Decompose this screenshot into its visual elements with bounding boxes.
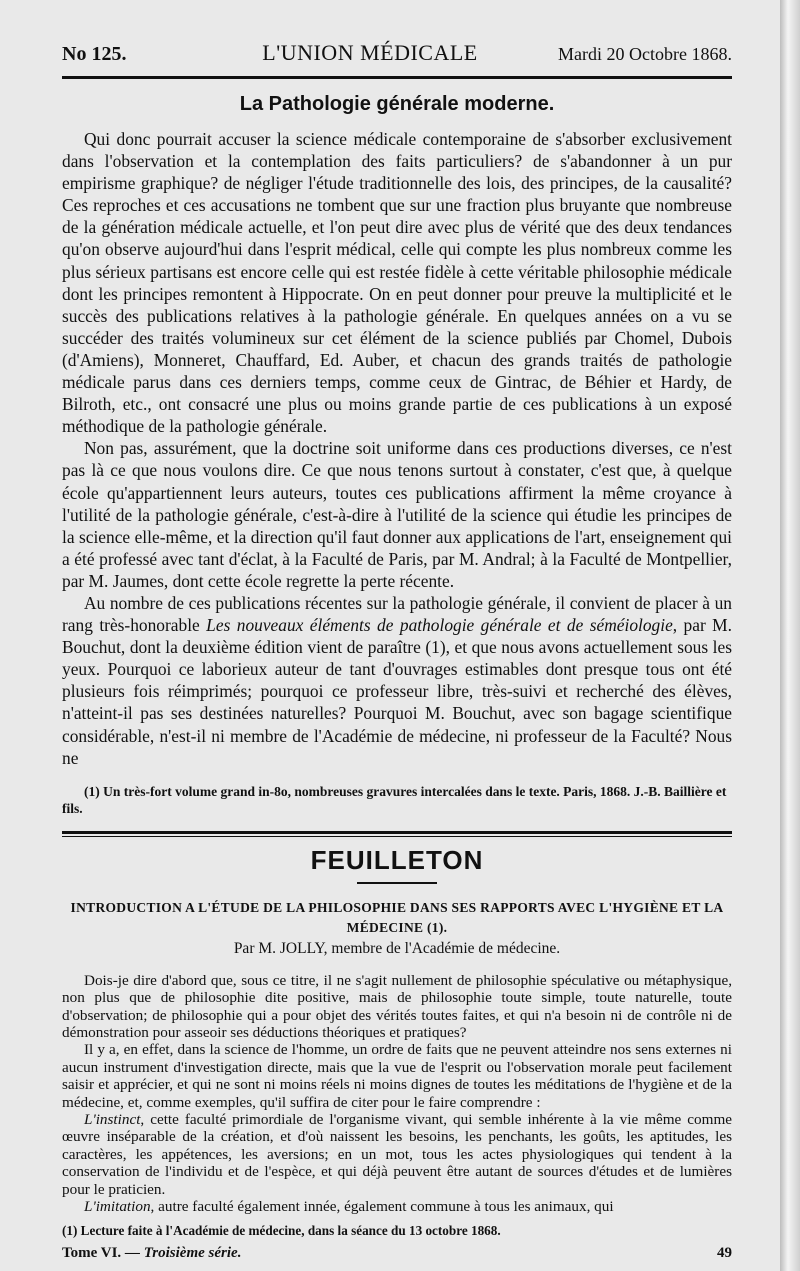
journal-title: L'UNION MÉDICALE: [262, 40, 478, 65]
issue-number: No 125.: [62, 43, 127, 65]
page-edge: [780, 0, 800, 1271]
page-content: [62, 40, 732, 1262]
text-run: Au nombre de ces publications récentes sur la pathologie générale, il convient de placer à un rang très-honorable: [62, 592, 732, 636]
running-header: [62, 40, 732, 72]
feuilleton-paragraph: Dois-je dire d'abord que, sous ce titre, il ne s'agit nullement de philosophie spéculative ou métaphysique, non plus que de philosophie dite positive, mais de philosophie toute simple, toute naturelle, toute d'observation; de philosophie qui a pour objet des vérités toutes faites, et qui n'a besoin ni de contrôle ni de démonstration pour asseoir ses déductions théoriques et pratiques?: [62, 971, 732, 1041]
term: L'instinct: [84, 1110, 141, 1128]
feuilleton-paragraph: Il y a, en effet, dans la science de l'homme, un ordre de faits que ne peuvent atteindre nos sens externes ni aucun instrument d'investigation directe, mais que la vue de l'esprit ou l'observation morale peut facilement saisir et apprécier, et qui ne sont ni moins réels ni moins dignes de toutes les méditations de l'hygiène et de la médecine, et, comme exemples, qu'il suffira de citer pour le faire comprendre :: [62, 1041, 732, 1111]
feuilleton-divider: [62, 831, 732, 837]
article-paragraph: Qui donc pourrait accuser la science médicale contemporaine de s'absorber exclusivement dans l'observation et la contemplation des faits particuliers? de s'abandonner à un pur empirisme graphique? de négliger l'étude traditionnelle des lois, des principes, de la causalité? Ces reproches et ces accusations ne tombent que sur une fraction plus bruyante que nombreuse de la génération médicale actuelle, et l'on peut dire avec plus de vérité que des deux tendances qu'on observe aujourd'hui dans l'esprit médical, celle qui compte les plus nombreux comme les plus sérieux partisans est encore celle qui est restée fidèle à cette véritable philosophie médicale dont les principes remontent à Hippocrate. On en peut donner pour preuve la multiplicité et le succès des publications relatives à la pathologie générale. En quelques années on a vu se succéder des traités volumineux sur cet élément de la science publiés par Chomel, Dubois (d'Amiens), Monneret, Chauffard, Ed. Auber, et chacun des grands traités de pathologie médicale parus dans ces derniers temps, comme ceux de Gintrac, de Béhier et Hardy, de Bilroth, etc., ont consacré une plus ou moins grande partie de ces publications à un exposé méthodique de la pathologie générale.: [62, 129, 732, 437]
article-title: La Pathologie générale moderne.: [239, 93, 555, 115]
issue-date: Mardi 20 Octobre 1868.: [558, 44, 732, 64]
volume: Tome VI. —: [62, 1245, 140, 1262]
feuilleton-title: INTRODUCTION A L'ÉTUDE DE LA PHILOSOPHIE DANS SES RAPPORTS AVEC L'HYGIÈNE ET LA MÉDECINE (1).: [70, 899, 724, 935]
series: Troisième série.: [143, 1245, 242, 1262]
article-paragraph: Non pas, assurément, que la doctrine soit uniforme dans ces productions diverses, ce n'est pas là ce que nous voulons dire. Ce que nous tenons surtout à constater, c'est que, à quelque école qu'appartiennent leurs auteurs, toutes ces publications affirment la même croyance à l'utilité de la pathologie générale, c'est-à-dire à l'utilité de la science qui étudie les principes de la science elle-même, et la direction qu'il faut donner aux applications de l'art, enseignement qui a été professé avec tant d'éclat, à la Faculté de Paris, par M. Andral; à la Faculté de Montpellier, par M. Jaumes, dont cette école regrette la perte récente.: [62, 438, 732, 591]
article-footnote: (1) Un très-fort volume grand in-8o, nombreuses gravures intercalées dans le texte. Paris, 1868. J.-B. Baillière et fils.: [62, 783, 727, 816]
text-run: , cette faculté primordiale de l'organisme vivant, qui semble inhérente à la vie même comme œuvre inséparable de la création, et d'où naissent les besoins, les penchants, les goûts, les aptitudes, les caractères, les appétences, les aversions; en un mot, tous les actes physiologiques qui tendent à la conservation de l'individu et de l'espèce, et qui déjà peuvent être autant de sources d'études et de lumières pour le praticien.: [62, 1110, 732, 1198]
feuilleton-author: Par M. JOLLY, membre de l'Académie de médecine.: [233, 939, 561, 957]
volume-line: [62, 1245, 241, 1262]
term: L'imitation: [84, 1198, 151, 1215]
feuilleton-paragraph: [62, 1198, 732, 1215]
text-run: , par M. Bouchut, dont la deuxième édition vient de paraître (1), et que nous avons actuellement sous les yeux. Pourquoi ce laborieux auteur de tant d'ouvrages estimables dont presque tous ont été plusieurs fois réimprimés; pourquoi ce professeur libre, très-suivi et recherché des élèves, n'atteint-il pas ses destinées naturelles? Pourquoi M. Bouchut, avec son bagage scientifique considérable, n'est-il ni membre de l'Académie de médecine, ni professeur de la Faculté? Nous ne: [62, 615, 732, 768]
short-rule: [357, 882, 437, 884]
feuilleton-paragraph: [62, 1111, 732, 1198]
feuilleton-heading: FEUILLETON: [310, 844, 484, 875]
text-run: , autre faculté également innée, également commune à tous les animaux, qui: [150, 1198, 614, 1215]
header-rule: [62, 76, 732, 79]
page-footer: [62, 1245, 732, 1262]
page-number: 49: [717, 1245, 732, 1262]
article-paragraph: [62, 592, 732, 769]
book-title: Les nouveaux éléments de pathologie générale et de séméiologie: [206, 615, 673, 636]
feuilleton-footnote: (1) Lecture faite à l'Académie de médecine, dans la séance du 13 octobre 1868.: [62, 1223, 501, 1239]
